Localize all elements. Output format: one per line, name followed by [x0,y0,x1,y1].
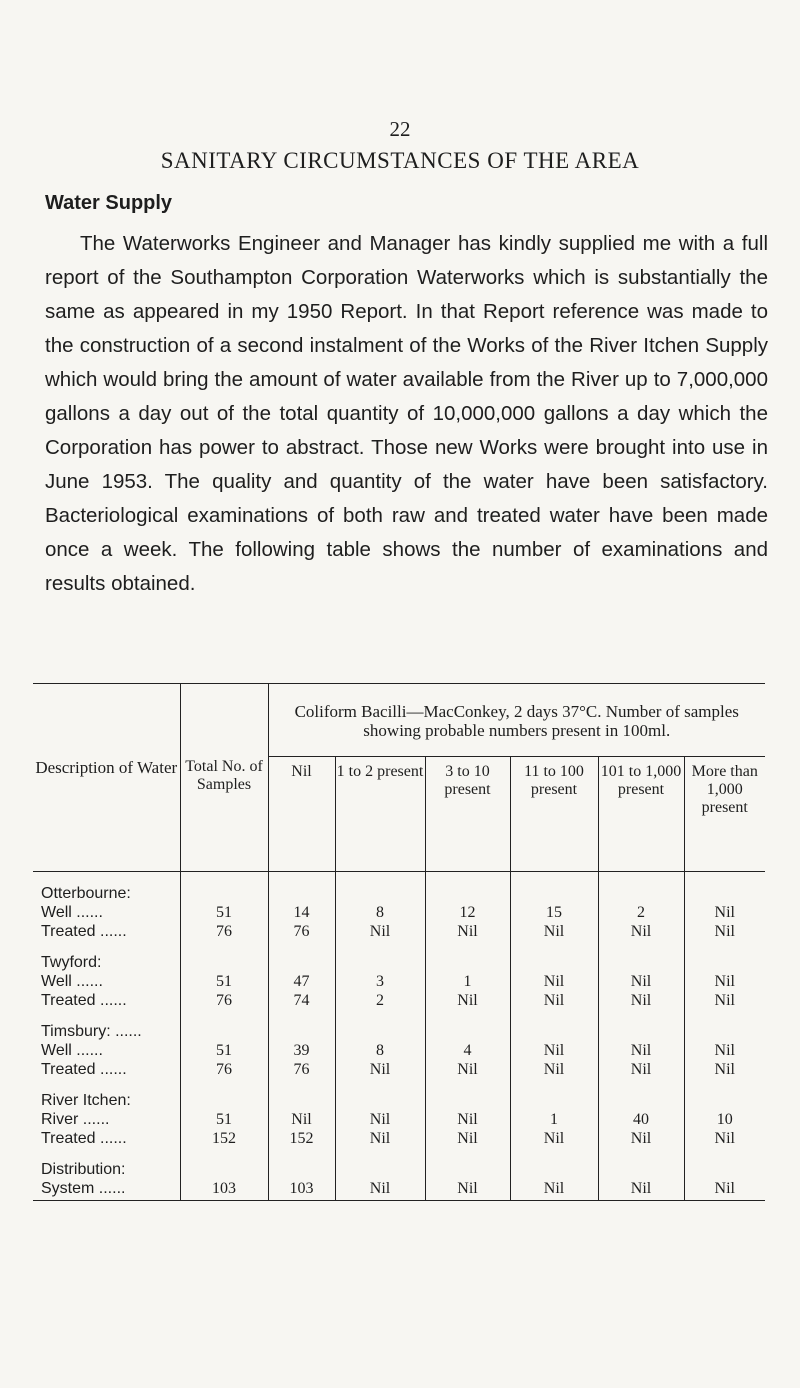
value-cell: Nil [684,1060,765,1079]
value-cell: Nil [598,922,684,941]
empty-cell [684,1010,765,1041]
table-row [33,1179,765,1201]
value-cell: Nil [598,1060,684,1079]
row-label: Treated ...... [41,923,127,940]
row-label: Well ...... [41,904,103,921]
empty-cell [510,1148,598,1179]
value-cell: Nil [510,1041,598,1060]
table-row [33,1110,765,1129]
total-cell: 103 [180,1179,268,1201]
column-header: Nil [268,757,335,872]
total-samples-header: Total No. of Samples [180,684,268,872]
table-row [33,1041,765,1060]
value-cell: Nil [598,972,684,991]
column-header: 3 to 10 present [425,757,510,872]
value-cell: 103 [268,1179,335,1201]
value-cell: 47 [268,972,335,991]
value-cell: 15 [510,903,598,922]
value-cell: Nil [425,1110,510,1129]
description-header: Description of Water [33,684,180,872]
empty-cell [180,1148,268,1179]
total-cell: 51 [180,972,268,991]
empty-cell [510,1079,598,1110]
value-cell: 1 [425,972,510,991]
value-cell: 76 [268,1060,335,1079]
value-cell: 2 [598,903,684,922]
empty-cell [684,941,765,972]
body-paragraph: The Waterworks Engineer and Manager has kindly supplied me with a full report of the Southampton Corporation Waterworks which is substantially the same as appeared in my 1950 Report. In that Report reference was made to the construction of a second instalment of the Works of the River Itchen Supply which would bring the amount of water available from the River up to 7,000,000 gallons a day out of the total quantity of 10,000,000 gallons a day which the Corporation has power to abstract. Those new Works were brought into use in June 1953. The quality and quantity of the water have been satisfactory. Bacteriological examinations of both raw and treated water have been made once a week. The following table shows the number of examinations and results obtained. [45,232,768,595]
column-header: More than 1,000 present [684,757,765,872]
empty-cell [335,1148,425,1179]
empty-cell [268,1079,335,1110]
empty-cell [598,872,684,904]
value-cell: Nil [598,1041,684,1060]
total-cell: 152 [180,1129,268,1148]
row-label: River ...... [41,1111,110,1128]
section-heading: SANITARY CIRCUMSTANCES OF THE AREA [160,148,640,173]
value-cell: Nil [425,1179,510,1201]
empty-cell [335,941,425,972]
coliform-group-header: Coliform Bacilli—MacConkey, 2 days 37°C. Number of samples showing probable numbers present in 100ml. [268,684,765,757]
table-row [33,972,765,991]
value-cell: Nil [425,922,510,941]
value-cell: Nil [335,1179,425,1201]
value-cell: 10 [684,1110,765,1129]
value-cell: Nil [510,1129,598,1148]
total-cell: 76 [180,991,268,1010]
empty-cell [425,1148,510,1179]
value-cell: Nil [510,991,598,1010]
empty-cell [425,1079,510,1110]
empty-cell [180,872,268,904]
empty-cell [180,941,268,972]
value-cell: 152 [268,1129,335,1148]
value-cell: 12 [425,903,510,922]
value-cell: Nil [510,972,598,991]
value-cell: 2 [335,991,425,1010]
table-row [33,1060,765,1079]
empty-cell [268,1010,335,1041]
group-label-row [33,1010,765,1041]
value-cell: 1 [510,1110,598,1129]
table-row [33,922,765,941]
value-cell: Nil [268,1110,335,1129]
empty-cell [598,1010,684,1041]
value-cell: Nil [510,922,598,941]
value-cell: 3 [335,972,425,991]
row-label: System ...... [33,1179,180,1201]
results-table [33,683,765,1201]
empty-cell [510,1010,598,1041]
value-cell: 4 [425,1041,510,1060]
group-label: Distribution: [41,1161,126,1178]
table-row [33,991,765,1010]
empty-cell [598,941,684,972]
empty-cell [510,941,598,972]
empty-cell [268,1148,335,1179]
empty-cell [684,872,765,904]
value-cell: Nil [335,1110,425,1129]
value-cell: Nil [598,991,684,1010]
row-label: Treated ...... [41,1130,127,1147]
empty-cell [425,872,510,904]
group-label-row [33,1079,765,1110]
value-cell: 40 [598,1110,684,1129]
empty-cell [268,941,335,972]
total-cell: 76 [180,1060,268,1079]
row-label: Treated ...... [41,992,127,1009]
column-header: 11 to 100 present [510,757,598,872]
value-cell: Nil [598,1129,684,1148]
value-cell: 8 [335,1041,425,1060]
group-label: Twyford: [41,954,102,971]
empty-cell [598,1079,684,1110]
row-label: Well ...... [41,1042,103,1059]
empty-cell [180,1079,268,1110]
empty-cell [598,1148,684,1179]
empty-cell [684,1079,765,1110]
row-label: Treated ...... [41,1061,127,1078]
group-label: River Itchen: [41,1092,131,1109]
value-cell: Nil [425,991,510,1010]
value-cell: Nil [684,922,765,941]
group-label-row [33,941,765,972]
total-cell: 76 [180,922,268,941]
value-cell: Nil [684,1041,765,1060]
value-cell: Nil [510,1179,598,1201]
value-cell: Nil [425,1060,510,1079]
total-cell: 51 [180,1110,268,1129]
value-cell: Nil [425,1129,510,1148]
group-label-row [33,1148,765,1179]
group-label: Timsbury: ...... [41,1023,142,1040]
value-cell: 76 [268,922,335,941]
value-cell: 8 [335,903,425,922]
value-cell: Nil [684,903,765,922]
empty-cell [425,941,510,972]
value-cell: Nil [510,1060,598,1079]
column-header: 1 to 2 present [335,757,425,872]
empty-cell [180,1010,268,1041]
value-cell: Nil [598,1179,684,1201]
row-label: Well ...... [41,973,103,990]
value-cell: Nil [335,1129,425,1148]
empty-cell [335,1079,425,1110]
empty-cell [684,1148,765,1179]
value-cell: Nil [335,922,425,941]
empty-cell [510,872,598,904]
value-cell: 39 [268,1041,335,1060]
total-cell: 51 [180,1041,268,1060]
empty-cell [335,872,425,904]
empty-cell [425,1010,510,1041]
empty-cell [268,872,335,904]
column-header: 101 to 1,000 present [598,757,684,872]
value-cell: 74 [268,991,335,1010]
empty-cell [335,1010,425,1041]
group-label: Otterbourne: [41,885,131,902]
subheading: Water Supply [45,192,173,214]
total-cell: 51 [180,903,268,922]
value-cell: Nil [684,1129,765,1148]
value-cell: Nil [684,972,765,991]
group-label-row [33,872,765,904]
table-row [33,903,765,922]
value-cell: Nil [335,1060,425,1079]
table-row [33,1129,765,1148]
value-cell: 14 [268,903,335,922]
value-cell: Nil [684,991,765,1010]
page-number: 22 [389,117,411,141]
value-cell: Nil [684,1179,765,1201]
